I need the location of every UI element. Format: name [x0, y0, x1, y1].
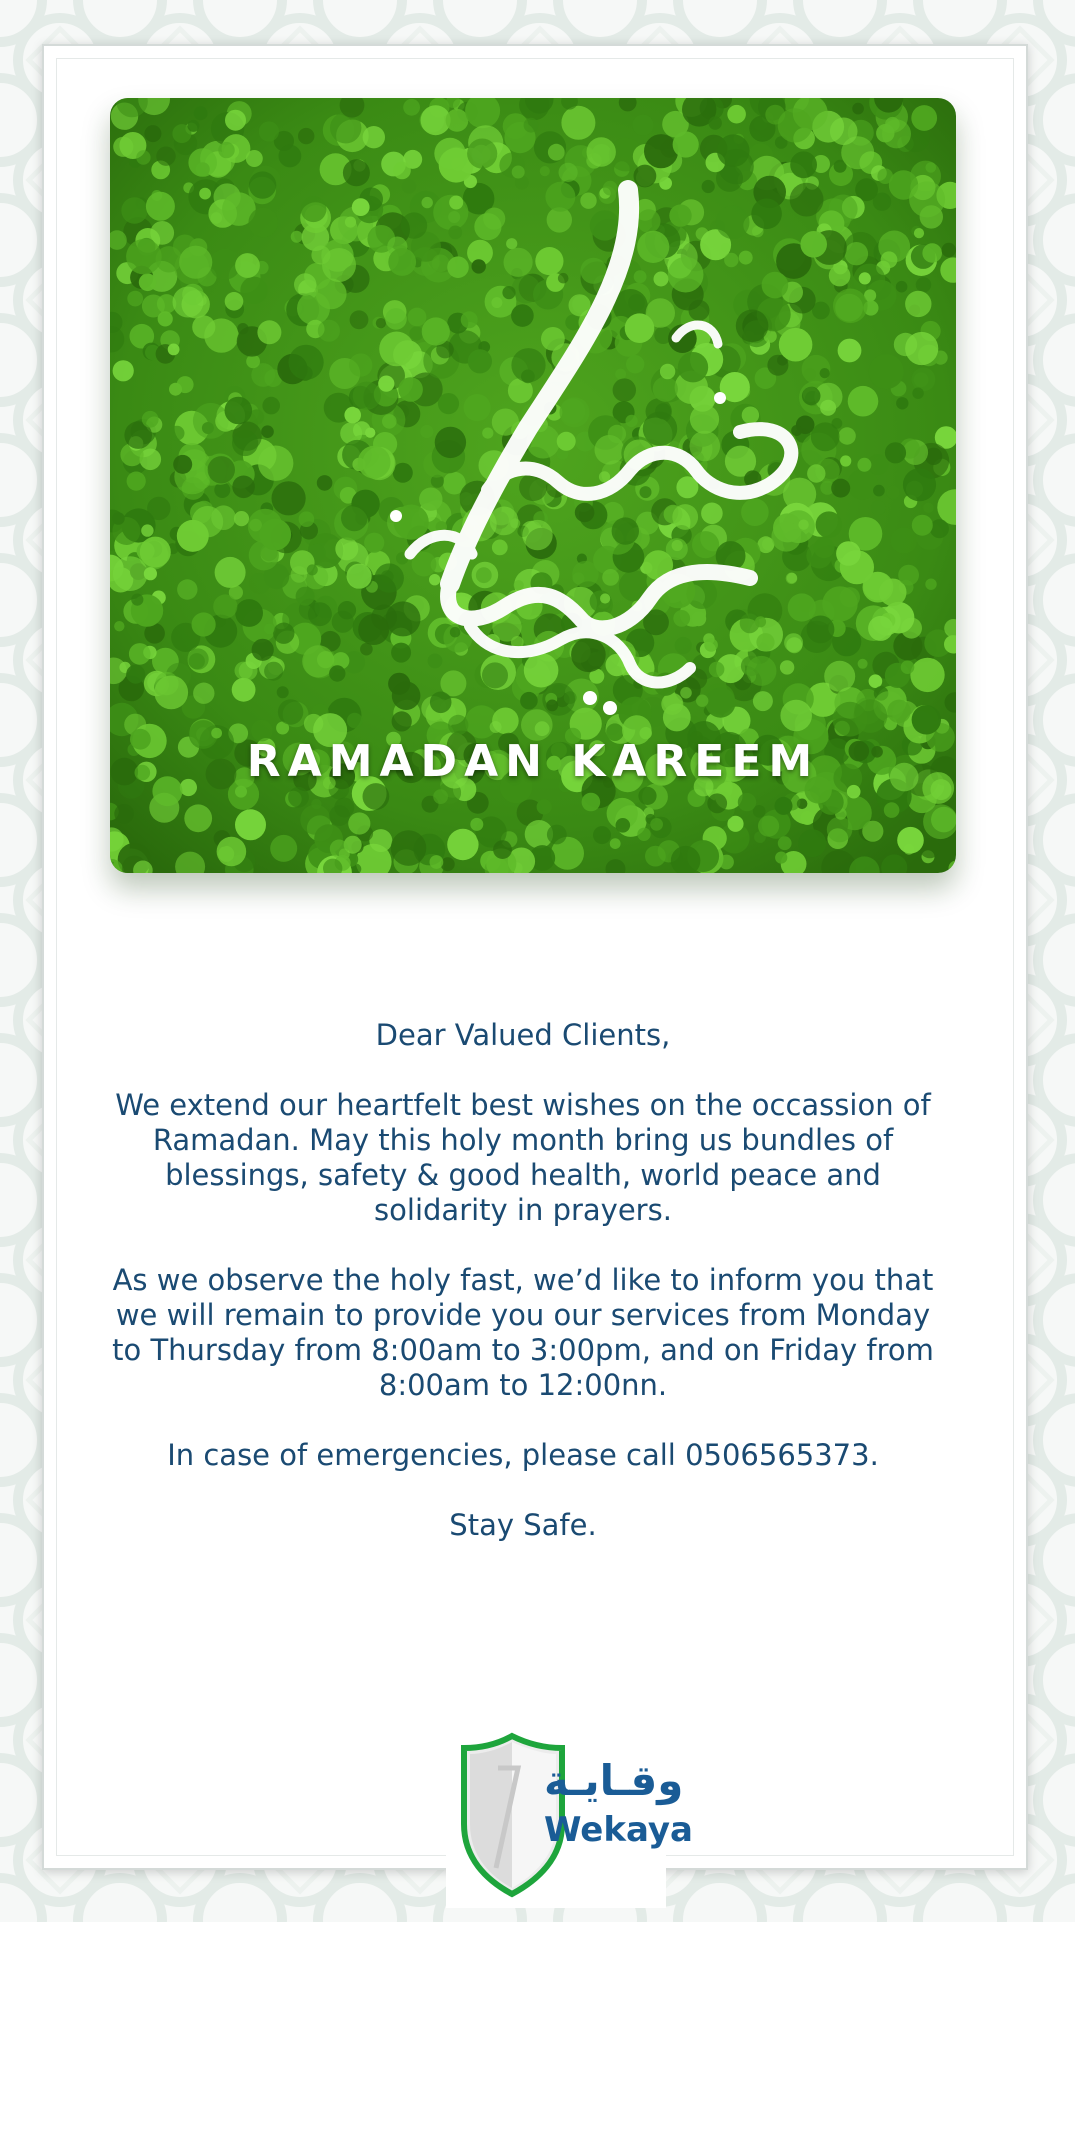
- wekaya-arabic-wordmark: وقـايـة: [544, 1756, 684, 1805]
- service-hours-paragraph: As we observe the holy fast, we’d like to inform you that we will remain to provide you our services from Monday to Thursday from 8:00am to 3:00pm, and on Friday from 8:00am to 12:00nn.: [112, 1263, 934, 1402]
- wekaya-logo: [446, 1718, 693, 1908]
- message-body: [100, 1018, 946, 1578]
- wekaya-wordmark: Wekaya: [544, 1810, 693, 1850]
- greeting-line: Dear Valued Clients,: [375, 1018, 671, 1052]
- emergency-line: In case of emergencies, please call 0506565373.: [167, 1438, 879, 1472]
- ramadan-kareem-caption: RAMADAN KAREEM: [246, 736, 820, 787]
- wishes-paragraph: We extend our heartfelt best wishes on the occassion of Ramadan. May this holy month bring us bundles of blessings, safety & good health, world peace and solidarity in prayers.: [115, 1088, 931, 1227]
- ramadan-kareem-banner: [110, 98, 956, 873]
- closing-line: Stay Safe.: [449, 1508, 597, 1542]
